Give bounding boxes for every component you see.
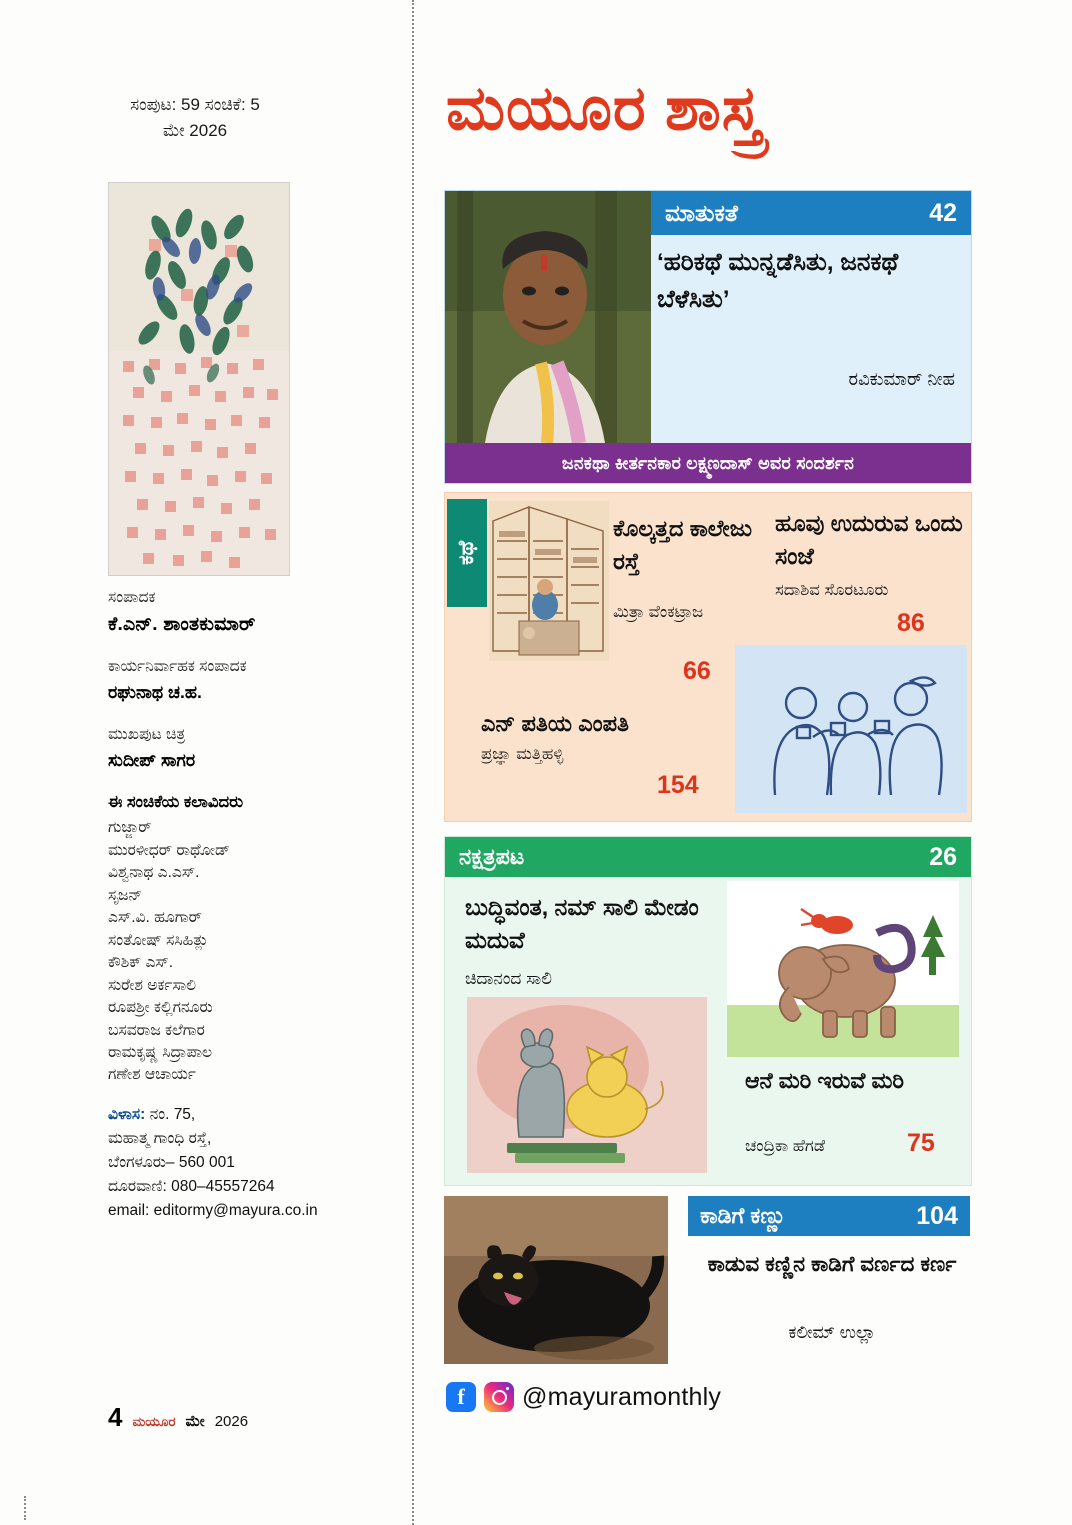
masthead-credits [108,586,408,1223]
exec-editor-label: ಕಾರ್ಯನಿರ್ವಾಹಕ ಸಂಪಾದಕ [108,658,247,676]
page-footer [108,1402,248,1433]
interview-subject-photo [445,191,651,443]
street-scene-illustration [489,501,609,661]
list-item: ಕೌಶಿಕ್ ಎಸ್. [108,954,174,972]
address-block [108,1103,408,1223]
list-item: ಗಣೇಶ ಆಚಾರ್ಯ [108,1066,196,1084]
three-people-illustration [735,645,967,813]
issue-date: ಮೇ 2026 [162,120,228,140]
list-item: ರಾಮಕೃಷ್ಣ ಸಿದ್ರಾಪಾಲ [108,1043,213,1061]
stories-card[interactable] [444,492,972,822]
nakshatra-item-1-title: ಬುದ್ಧಿವಂತ, ನಮ್ ಸಾಲಿ ಮೇಡಂ ಮದುವೆ [465,894,699,954]
story-3-page: 154 [657,771,699,799]
exec-editor-name: ರಘುನಾಥ ಚ.ಹ. [108,682,202,703]
section-page-number: 42 [929,198,957,227]
phone-number: 080–45557264 [171,1177,275,1195]
footer-year: 2026 [214,1413,249,1430]
email-label: email: [108,1201,150,1219]
kaadige-title: ಕಾಡುವ ಕಣ್ಣಿನ ಕಾಡಿಗೆ ವರ್ಣದ ಕರ್ಣ [707,1252,957,1276]
nakshatra-item-2-illustration [727,881,959,1057]
section-page-number: 104 [916,1201,958,1230]
dog-and-cat-illustration [467,997,707,1173]
social-handle[interactable]: @mayuramonthly [522,1382,722,1411]
left-column [0,0,412,1525]
list-item: ವಿಶ್ವನಾಥ ಎ.ಎಸ್. [108,864,200,882]
cover-artwork-illustration [109,183,289,575]
address-label: ವಿಳಾಸ: [108,1105,146,1123]
nakshatra-item-1-author: ಚಿದಾನಂದ ಸಾಲಿ [465,969,552,988]
story-1-illustration [489,501,609,661]
list-item: ಸುರೇಶ ಅರ್ಕಸಾಲಿ [108,976,197,994]
issue-volume: ಸಂಪುಟ: 59 ಸಂಚಿಕೆ: 5 [130,95,260,114]
footer-month: ಮೇ [185,1413,205,1430]
page-number: 4 [108,1402,123,1432]
instagram-icon[interactable] [484,1382,514,1412]
nakshatra-item-1-illustration [467,997,707,1173]
footer-brand: ಮಯೂರ [132,1414,176,1429]
kaadige-author: ಕಲೀಮ್ ಉಲ್ಲಾ [788,1322,876,1342]
interview-title: ‘ಹರಿಕಥೆ ಮುನ್ನಡೆಸಿತು, ಜನಕಥೆ ಬೆಳೆಸಿತು’ [657,249,899,313]
elephant-and-ant-illustration [727,881,959,1057]
address-line-1: ನಂ. 75, [149,1105,196,1123]
story-3-title: ಎನ್ ಪತಿಯ ಎಂಪತಿ [481,711,629,736]
story-3-author: ಪ್ರಜ್ಞಾ ಮತ್ತಿಹಳ್ಳಿ [481,745,564,763]
cover-artist-name: ಸುದೀಪ್ ಸಾಗರ [108,749,196,770]
nakshatrapata-card[interactable] [444,836,972,1186]
story-2-illustration [735,645,967,813]
story-2-page: 86 [897,609,925,637]
column-divider [412,0,414,1525]
interview-subtitle-strip: ಜನಕಥಾ ಕೀರ್ತನಕಾರ ಲಕ್ಷ್ಮಣದಾಸ್ ಅವರ ಸಂದರ್ಶನ [445,443,971,483]
portrait-illustration [445,191,651,443]
list-item: ಎಸ್.ವಿ. ಹೂಗಾರ್ [108,909,202,927]
story-1-title: ಕೊಲ್ಕತ್ತದ ಕಾಲೇಜು ರಸ್ತೆ [613,516,753,574]
issue-info [0,92,390,143]
nakshatra-item-2-page: 75 [907,1129,935,1157]
stories-tab-text: ಕಥೆ [455,541,478,565]
feature-interview-card[interactable] [444,190,972,484]
story-2-author: ಸದಾಶಿವ ಸೊರಟೂರು [775,581,889,599]
address-line-2: ಮಹಾತ್ಮ ಗಾಂಧಿ ರಸ್ತೆ, [108,1129,212,1147]
section-title: ಕಾಡಿಗೆ ಕಣ್ಣು [700,1203,787,1228]
magazine-masthead: ಮಯೂರ ಶಾಸ್ತ್ರ [446,74,763,143]
black-panther-illustration [444,1196,668,1364]
story-2-title: ಹೂವು ಉದುರುವ ಒಂದು ಸಂಜೆ [775,510,963,570]
story-1-author: ಮಿತ್ರಾ ವೆಂಕಟ್ರಾಜ [613,603,704,621]
nakshatra-item-2-title: ಆನೆ ಮರಿ ಇರುವೆ ಮರಿ [745,1068,904,1093]
editor-label: ಸಂಪಾದಕ [108,589,156,606]
list-item: ಸೃಜನ್ [108,886,143,904]
section-header-kaadige [688,1196,970,1236]
social-handles[interactable] [446,1382,721,1412]
list-item: ಸಂತೋಷ್ ಸಸಿಹಿತ್ಲು [108,931,209,949]
phone-label: ದೂರವಾಣಿ: [108,1177,167,1195]
cover-credit-label: ಮುಖಪುಟ ಚಿತ್ರ [108,725,186,743]
section-page-number: 26 [929,842,957,871]
stories-tab-label [447,499,487,607]
facebook-icon[interactable]: f [446,1382,476,1412]
right-column [438,0,1072,1525]
section-title: ಮಾತುಕತೆ [665,199,738,226]
story-1-page: 66 [683,657,711,685]
list-item: ಮುರಳೀಧರ್ ರಾಥೋಡ್ [108,841,230,859]
section-header-interview [651,191,971,235]
section-header-nakshatrapata [445,837,971,877]
list-item: ಗುಜ್ಜಾರ್ [108,819,152,837]
panther-photo [444,1196,668,1364]
interview-author: ರವಿಕುಮಾರ್ ನೀಹ [848,369,955,389]
artists-list [108,817,408,1087]
section-title: ನಕ್ಷತ್ರಪಟ [459,844,525,869]
address-line-3: ಬೆಂಗಳೂರು– 560 001 [108,1153,235,1171]
list-item: ರೂಪಶ್ರೀ ಕಲ್ಲಿಗನೂರು [108,999,213,1017]
cover-artwork [108,182,290,576]
nakshatra-item-2-author: ಚಂದ್ರಿಕಾ ಹೆಗಡೆ [745,1137,825,1155]
email-address[interactable]: editormy@mayura.co.in [153,1201,318,1219]
kaadige-card[interactable] [444,1196,970,1364]
artists-title: ಈ ಸಂಚಿಕೆಯ ಕಲಾವಿದರು [108,792,244,811]
list-item: ಬಸವರಾಜ ಕಲೆಗಾರ [108,1021,205,1039]
editor-name: ಕೆ.ಎನ್. ಶಾಂತಕುಮಾರ್ [108,614,256,636]
